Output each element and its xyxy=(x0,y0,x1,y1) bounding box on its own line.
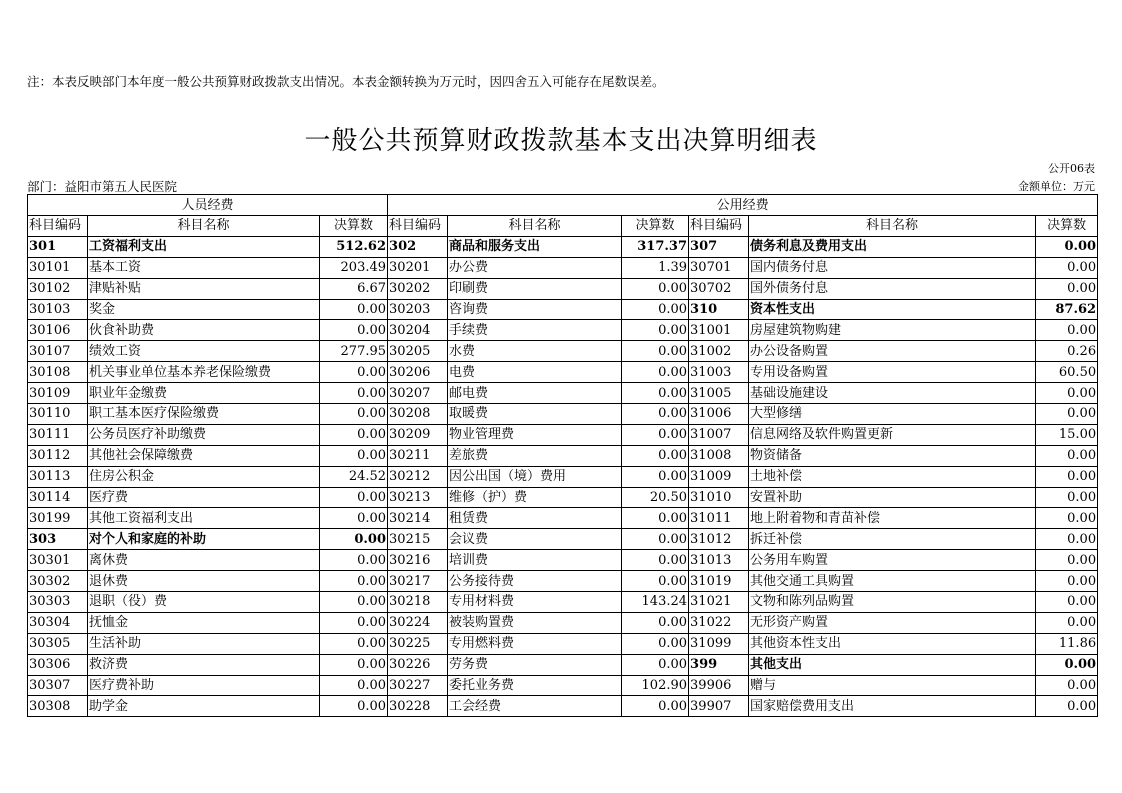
name-cell: 其他工资福利支出 xyxy=(88,508,320,529)
code-cell: 301 xyxy=(28,236,88,257)
name-cell: 专用材料费 xyxy=(448,592,622,613)
code-cell: 30202 xyxy=(388,278,448,299)
code-cell: 30224 xyxy=(388,612,448,633)
value-cell: 0.00 xyxy=(622,612,689,633)
code-cell: 30214 xyxy=(388,508,448,529)
value-cell: 0.00 xyxy=(622,529,689,550)
table-row xyxy=(28,320,1098,341)
name-cell: 助学金 xyxy=(88,696,320,717)
value-cell: 0.00 xyxy=(622,466,689,487)
table-row xyxy=(28,257,1098,278)
name-cell: 会议费 xyxy=(448,529,622,550)
code-cell: 30111 xyxy=(28,424,88,445)
value-cell: 0.00 xyxy=(320,654,388,675)
value-cell: 0.00 xyxy=(1036,654,1098,675)
group-header-personnel: 人员经费 xyxy=(28,195,388,216)
value-cell: 0.00 xyxy=(1036,529,1098,550)
name-cell: 职工基本医疗保险缴费 xyxy=(88,404,320,425)
value-cell: 0.00 xyxy=(622,404,689,425)
value-cell: 0.00 xyxy=(622,696,689,717)
table-row xyxy=(28,592,1098,613)
name-cell: 邮电费 xyxy=(448,383,622,404)
name-cell: 津贴补贴 xyxy=(88,278,320,299)
name-cell: 办公费 xyxy=(448,257,622,278)
table-row xyxy=(28,612,1098,633)
value-cell: 0.00 xyxy=(1036,550,1098,571)
column-header-row xyxy=(28,216,1098,237)
code-cell: 30112 xyxy=(28,445,88,466)
value-cell: 0.00 xyxy=(1036,404,1098,425)
name-cell: 抚恤金 xyxy=(88,612,320,633)
value-cell: 60.50 xyxy=(1036,362,1098,383)
column-header: 科目名称 xyxy=(749,216,1036,237)
name-cell: 租赁费 xyxy=(448,508,622,529)
value-cell: 0.00 xyxy=(320,696,388,717)
code-cell: 31013 xyxy=(689,550,749,571)
code-cell: 30110 xyxy=(28,404,88,425)
name-cell: 电费 xyxy=(448,362,622,383)
name-cell: 专用设备购置 xyxy=(749,362,1036,383)
code-cell: 307 xyxy=(689,236,749,257)
code-cell: 30203 xyxy=(388,299,448,320)
name-cell: 机关事业单位基本养老保险缴费 xyxy=(88,362,320,383)
value-cell: 0.00 xyxy=(320,508,388,529)
value-cell: 102.90 xyxy=(622,675,689,696)
code-cell: 31011 xyxy=(689,508,749,529)
table-row xyxy=(28,404,1098,425)
code-cell: 30226 xyxy=(388,654,448,675)
value-cell: 0.00 xyxy=(320,362,388,383)
code-cell: 30113 xyxy=(28,466,88,487)
name-cell: 工会经费 xyxy=(448,696,622,717)
name-cell: 职业年金缴费 xyxy=(88,383,320,404)
code-cell: 30225 xyxy=(388,633,448,654)
name-cell: 退休费 xyxy=(88,571,320,592)
name-cell: 离休费 xyxy=(88,550,320,571)
name-cell: 其他资本性支出 xyxy=(749,633,1036,654)
code-cell: 39906 xyxy=(689,675,749,696)
code-cell: 30208 xyxy=(388,404,448,425)
code-cell: 31009 xyxy=(689,466,749,487)
value-cell: 0.00 xyxy=(1036,236,1098,257)
value-cell: 0.00 xyxy=(1036,257,1098,278)
name-cell: 工资福利支出 xyxy=(88,236,320,257)
value-cell: 0.00 xyxy=(320,612,388,633)
name-cell: 对个人和家庭的补助 xyxy=(88,529,320,550)
code-cell: 30301 xyxy=(28,550,88,571)
name-cell: 医疗费补助 xyxy=(88,675,320,696)
code-cell: 30212 xyxy=(388,466,448,487)
name-cell: 住房公积金 xyxy=(88,466,320,487)
code-cell: 30114 xyxy=(28,487,88,508)
code-cell: 30218 xyxy=(388,592,448,613)
value-cell: 0.26 xyxy=(1036,341,1098,362)
value-cell: 0.00 xyxy=(320,404,388,425)
code-cell: 30102 xyxy=(28,278,88,299)
column-header: 决算数 xyxy=(320,216,388,237)
value-cell: 0.00 xyxy=(1036,445,1098,466)
column-header: 科目编码 xyxy=(28,216,88,237)
code-cell: 30702 xyxy=(689,278,749,299)
code-cell: 30307 xyxy=(28,675,88,696)
table-row xyxy=(28,675,1098,696)
name-cell: 委托业务费 xyxy=(448,675,622,696)
name-cell: 土地补偿 xyxy=(749,466,1036,487)
code-cell: 30306 xyxy=(28,654,88,675)
value-cell: 0.00 xyxy=(1036,571,1098,592)
name-cell: 拆迁补偿 xyxy=(749,529,1036,550)
code-cell: 31006 xyxy=(689,404,749,425)
value-cell: 0.00 xyxy=(622,341,689,362)
table-row xyxy=(28,571,1098,592)
value-cell: 0.00 xyxy=(1036,508,1098,529)
value-cell: 6.67 xyxy=(320,278,388,299)
code-cell: 30302 xyxy=(28,571,88,592)
table-row xyxy=(28,487,1098,508)
name-cell: 商品和服务支出 xyxy=(448,236,622,257)
name-cell: 取暖费 xyxy=(448,404,622,425)
group-header-row xyxy=(28,195,1098,216)
code-cell: 31005 xyxy=(689,383,749,404)
name-cell: 水费 xyxy=(448,341,622,362)
name-cell: 印刷费 xyxy=(448,278,622,299)
table-row xyxy=(28,696,1098,717)
table-row xyxy=(28,299,1098,320)
name-cell: 劳务费 xyxy=(448,654,622,675)
name-cell: 绩效工资 xyxy=(88,341,320,362)
code-cell: 31019 xyxy=(689,571,749,592)
value-cell: 0.00 xyxy=(320,445,388,466)
value-cell: 0.00 xyxy=(320,529,388,550)
code-cell: 30199 xyxy=(28,508,88,529)
name-cell: 培训费 xyxy=(448,550,622,571)
value-cell: 11.86 xyxy=(1036,633,1098,654)
name-cell: 专用燃料费 xyxy=(448,633,622,654)
value-cell: 0.00 xyxy=(1036,675,1098,696)
name-cell: 地上附着物和青苗补偿 xyxy=(749,508,1036,529)
unit-label: 金额单位：万元 xyxy=(1018,180,1095,193)
code-cell: 30213 xyxy=(388,487,448,508)
table-row xyxy=(28,445,1098,466)
name-cell: 基本工资 xyxy=(88,257,320,278)
code-cell: 302 xyxy=(388,236,448,257)
name-cell: 公务员医疗补助缴费 xyxy=(88,424,320,445)
code-cell: 303 xyxy=(28,529,88,550)
value-cell: 512.62 xyxy=(320,236,388,257)
name-cell: 被装购置费 xyxy=(448,612,622,633)
code-cell: 31021 xyxy=(689,592,749,613)
table-row xyxy=(28,424,1098,445)
footnote: 注：本表反映部门本年度一般公共预算财政拨款支出情况。本表金额转换为万元时，因四舍五入可能存在尾数误差。 xyxy=(27,74,665,89)
code-cell: 30217 xyxy=(388,571,448,592)
name-cell: 医疗费 xyxy=(88,487,320,508)
code-cell: 30206 xyxy=(388,362,448,383)
code-cell: 30211 xyxy=(388,445,448,466)
code-cell: 30107 xyxy=(28,341,88,362)
table-row xyxy=(28,278,1098,299)
value-cell: 0.00 xyxy=(622,571,689,592)
name-cell: 无形资产购置 xyxy=(749,612,1036,633)
value-cell: 0.00 xyxy=(622,320,689,341)
table-row xyxy=(28,529,1098,550)
name-cell: 信息网络及软件购置更新 xyxy=(749,424,1036,445)
column-header: 决算数 xyxy=(1036,216,1098,237)
name-cell: 维修（护）费 xyxy=(448,487,622,508)
code-cell: 30109 xyxy=(28,383,88,404)
name-cell: 大型修缮 xyxy=(749,404,1036,425)
value-cell: 24.52 xyxy=(320,466,388,487)
name-cell: 债务利息及费用支出 xyxy=(749,236,1036,257)
code-cell: 30701 xyxy=(689,257,749,278)
code-cell: 31001 xyxy=(689,320,749,341)
name-cell: 奖金 xyxy=(88,299,320,320)
value-cell: 0.00 xyxy=(320,592,388,613)
value-cell: 0.00 xyxy=(320,320,388,341)
code-cell: 310 xyxy=(689,299,749,320)
table-row xyxy=(28,236,1098,257)
table-row xyxy=(28,654,1098,675)
value-cell: 0.00 xyxy=(622,424,689,445)
name-cell: 房屋建筑物购建 xyxy=(749,320,1036,341)
code-cell: 30304 xyxy=(28,612,88,633)
value-cell: 0.00 xyxy=(320,424,388,445)
code-cell: 30228 xyxy=(388,696,448,717)
value-cell: 0.00 xyxy=(622,445,689,466)
value-cell: 1.39 xyxy=(622,257,689,278)
name-cell: 伙食补助费 xyxy=(88,320,320,341)
value-cell: 0.00 xyxy=(320,487,388,508)
value-cell: 20.50 xyxy=(622,487,689,508)
name-cell: 资本性支出 xyxy=(749,299,1036,320)
form-code: 公开06表 xyxy=(1048,162,1095,175)
code-cell: 30106 xyxy=(28,320,88,341)
name-cell: 办公设备购置 xyxy=(749,341,1036,362)
value-cell: 0.00 xyxy=(320,383,388,404)
name-cell: 公务接待费 xyxy=(448,571,622,592)
column-header: 科目名称 xyxy=(448,216,622,237)
value-cell: 0.00 xyxy=(1036,696,1098,717)
code-cell: 30204 xyxy=(388,320,448,341)
value-cell: 0.00 xyxy=(622,299,689,320)
code-cell: 399 xyxy=(689,654,749,675)
value-cell: 0.00 xyxy=(1036,487,1098,508)
table-row xyxy=(28,466,1098,487)
value-cell: 0.00 xyxy=(320,633,388,654)
table-row xyxy=(28,550,1098,571)
code-cell: 30216 xyxy=(388,550,448,571)
value-cell: 0.00 xyxy=(622,278,689,299)
name-cell: 差旅费 xyxy=(448,445,622,466)
name-cell: 物资储备 xyxy=(749,445,1036,466)
code-cell: 30108 xyxy=(28,362,88,383)
value-cell: 0.00 xyxy=(622,654,689,675)
table-row xyxy=(28,341,1098,362)
name-cell: 物业管理费 xyxy=(448,424,622,445)
name-cell: 安置补助 xyxy=(749,487,1036,508)
value-cell: 0.00 xyxy=(320,675,388,696)
code-cell: 30207 xyxy=(388,383,448,404)
name-cell: 国内债务付息 xyxy=(749,257,1036,278)
value-cell: 0.00 xyxy=(1036,592,1098,613)
value-cell: 0.00 xyxy=(1036,320,1098,341)
name-cell: 因公出国（境）费用 xyxy=(448,466,622,487)
value-cell: 15.00 xyxy=(1036,424,1098,445)
name-cell: 赠与 xyxy=(749,675,1036,696)
value-cell: 0.00 xyxy=(622,362,689,383)
name-cell: 其他支出 xyxy=(749,654,1036,675)
value-cell: 0.00 xyxy=(1036,278,1098,299)
value-cell: 0.00 xyxy=(320,571,388,592)
value-cell: 0.00 xyxy=(1036,383,1098,404)
value-cell: 87.62 xyxy=(1036,299,1098,320)
column-header: 科目编码 xyxy=(689,216,749,237)
name-cell: 国外债务付息 xyxy=(749,278,1036,299)
column-header: 决算数 xyxy=(622,216,689,237)
value-cell: 277.95 xyxy=(320,341,388,362)
code-cell: 30205 xyxy=(388,341,448,362)
name-cell: 手续费 xyxy=(448,320,622,341)
department-label: 部门：益阳市第五人民医院 xyxy=(27,179,178,194)
name-cell: 国家赔偿费用支出 xyxy=(749,696,1036,717)
name-cell: 其他社会保障缴费 xyxy=(88,445,320,466)
code-cell: 30215 xyxy=(388,529,448,550)
code-cell: 31002 xyxy=(689,341,749,362)
code-cell: 30101 xyxy=(28,257,88,278)
name-cell: 基础设施建设 xyxy=(749,383,1036,404)
table-row xyxy=(28,508,1098,529)
name-cell: 生活补助 xyxy=(88,633,320,654)
table-row xyxy=(28,362,1098,383)
value-cell: 0.00 xyxy=(320,299,388,320)
name-cell: 其他交通工具购置 xyxy=(749,571,1036,592)
value-cell: 203.49 xyxy=(320,257,388,278)
code-cell: 31008 xyxy=(689,445,749,466)
value-cell: 0.00 xyxy=(1036,612,1098,633)
code-cell: 30209 xyxy=(388,424,448,445)
code-cell: 31003 xyxy=(689,362,749,383)
name-cell: 退职（役）费 xyxy=(88,592,320,613)
value-cell: 0.00 xyxy=(1036,466,1098,487)
code-cell: 31010 xyxy=(689,487,749,508)
code-cell: 39907 xyxy=(689,696,749,717)
value-cell: 0.00 xyxy=(320,550,388,571)
code-cell: 31099 xyxy=(689,633,749,654)
value-cell: 0.00 xyxy=(622,508,689,529)
value-cell: 0.00 xyxy=(622,550,689,571)
expenditure-table xyxy=(27,194,1098,717)
table-row xyxy=(28,383,1098,404)
column-header: 科目名称 xyxy=(88,216,320,237)
name-cell: 咨询费 xyxy=(448,299,622,320)
group-header-public: 公用经费 xyxy=(388,195,1098,216)
code-cell: 30201 xyxy=(388,257,448,278)
value-cell: 0.00 xyxy=(622,383,689,404)
code-cell: 31012 xyxy=(689,529,749,550)
table-row xyxy=(28,633,1098,654)
code-cell: 30303 xyxy=(28,592,88,613)
name-cell: 公务用车购置 xyxy=(749,550,1036,571)
value-cell: 143.24 xyxy=(622,592,689,613)
code-cell: 31022 xyxy=(689,612,749,633)
code-cell: 30305 xyxy=(28,633,88,654)
value-cell: 0.00 xyxy=(622,633,689,654)
name-cell: 文物和陈列品购置 xyxy=(749,592,1036,613)
code-cell: 30227 xyxy=(388,675,448,696)
code-cell: 30308 xyxy=(28,696,88,717)
code-cell: 31007 xyxy=(689,424,749,445)
value-cell: 317.37 xyxy=(622,236,689,257)
name-cell: 救济费 xyxy=(88,654,320,675)
column-header: 科目编码 xyxy=(388,216,448,237)
code-cell: 30103 xyxy=(28,299,88,320)
page-title: 一般公共预算财政拨款基本支出决算明细表 xyxy=(304,126,818,156)
